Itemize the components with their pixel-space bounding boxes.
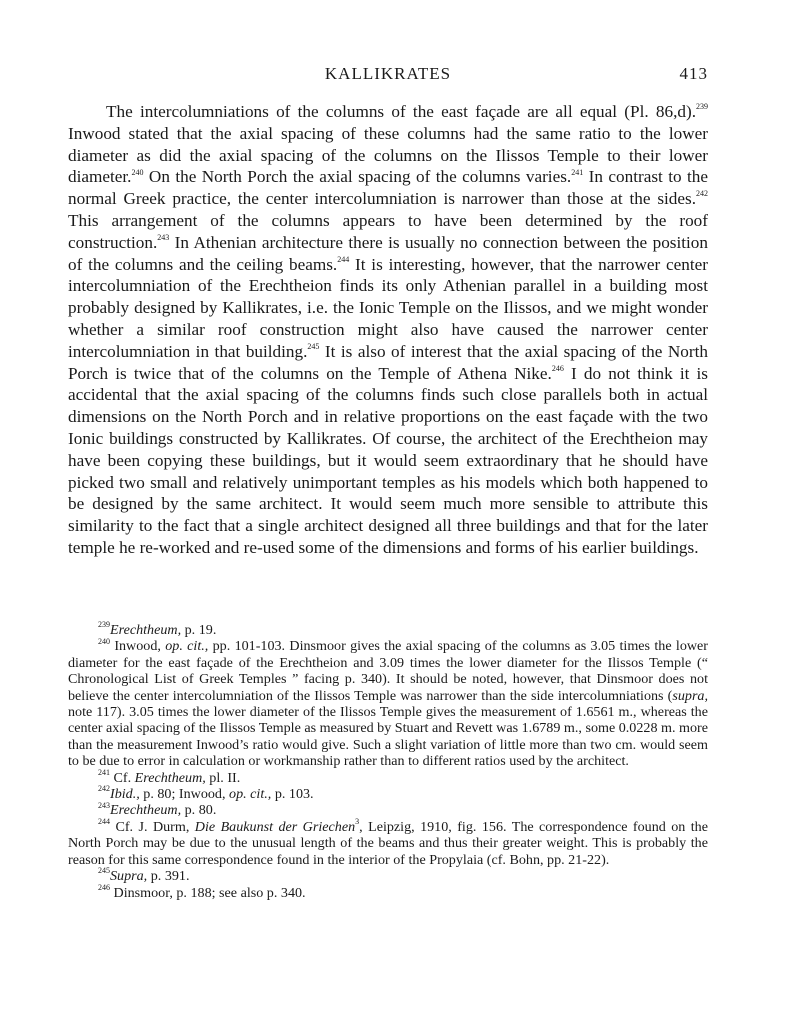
footnote-244 [68,819,708,868]
footnote-title: Die Baukunst der Griechen [194,818,356,835]
footnote-title: Erechtheum, [110,622,182,638]
main-paragraph [68,101,708,559]
footnote-ref-245: 245 [307,342,320,352]
footnote-number: 239 [98,620,110,630]
footnote-number: 242 [98,784,110,794]
paragraph-text: The intercolumniations of the columns of the east façade are all equal (Pl. 86,d). [106,102,696,121]
footnote-text: p. 19. [181,622,217,638]
footnote-number: 240 [98,636,110,646]
footnote-ref-241: 241 [571,167,584,177]
footnote-ref-246: 246 [551,363,564,373]
footnote-number: 246 [98,882,110,892]
footnote-text: Cf. J. Durm, [110,818,195,835]
footnote-text: , Leipzig, 1910, fig. 156. The correspondence found on the North Porch may be due to the unusual length of the beams and thus their greater weight. This is probably the reason for this same correspondence found in the interior of the Propylaia (cf. Bohn, pp. 21-22). [68,818,708,868]
footnote-text: p. 103. [271,786,314,803]
footnote-text: p. 80. [181,802,217,819]
footnote-text: Cf. [110,769,135,786]
footnote-242 [68,786,708,802]
footnote-text: Dinsmoor, p. 188; see also p. 340. [110,884,306,901]
footnote-text: Inwood, [110,638,166,655]
footnote-246 [68,882,708,901]
edition-superscript: 3 [355,817,360,827]
footnote-italic: Supra, [110,868,148,885]
footnote-number: 245 [98,866,110,876]
footnote-245 [68,868,708,884]
footnote-ref-244: 244 [337,254,350,264]
running-header [68,64,708,88]
footnote-ref-239: 239 [696,102,708,112]
footnote-text: p. 391. [147,868,190,885]
footnote-ref-243: 243 [157,233,170,243]
paragraph-text: On the North Porch the axial spacing of the columns varies. [143,167,572,187]
footnote-text: pp. 101-103. Dinsmoor gives the axial spacing of the columns as 3.05 times the lower diameter for the east façade of the Erechtheion and 3.09 times the lower diameter for the Ilissos Temple (“ Chronological List of Greek Temples ” facing p. 340). It should be noted, however, that Dinsmoor does not believe the center intercolumniation of the Ilissos Temple was narrower than the side intercolumniations ( [68,638,708,704]
page-number: 413 [679,64,708,83]
footnote-text: note 117). 3.05 times the lower diameter of the Ilissos Temple gives the measurement of 1.6561 m., whereas the center axial spacing of the Ilissos Temple as measured by Stuart and Revett was 1.6789 m., some 0.0228 m. more than the measurement Inwood’s ratio would give. Such a slight variation of little more than two cm. would seem to be due to error in calculation or workmanship rather than to different ratios used by the architect. [68,704,708,770]
paragraph-text: Inwood stated that the axial spacing of these columns had the same ratio to the lower diameter as did the axial spacing of the columns on the Ilissos Temple to their lower diameter. [68,123,708,187]
paragraph-text: In contrast to the normal Greek practice, the center intercolumniation is narrower than those at the sides. [68,167,709,209]
footnote-title: Erechtheum, [134,769,206,786]
footnote-text: pl. II. [205,769,241,786]
footnote-number: 241 [98,767,110,777]
paragraph-text: This arrangement of the columns appears to have been determined by the roof construction. [68,210,708,252]
footnote-italic: supra, [672,687,708,704]
footnote-title: Erechtheum, [110,802,182,819]
footnote-239 [68,622,708,638]
footnote-text: p. 80; Inwood, [139,786,230,803]
footnote-italic: Ibid., [110,786,140,803]
footnote-italic: op. cit., [165,638,209,655]
footnotes [68,622,708,901]
footnote-italic: op. cit., [229,786,272,803]
footnote-number: 243 [98,800,110,810]
footnote-number: 244 [98,817,110,827]
paragraph-text: It is interesting, however, that the narrower center intercolumniation of the Erechtheion finds its only Athenian parallel in a building most probably designed by Kallikrates, i.e. the Ionic Temple on the Ilissos, and we might wonder whether a similar roof construction might also have caused the narrower center intercolumniation in that building. [68,254,708,361]
footnote-ref-242: 242 [696,189,708,199]
footnote-243 [68,802,708,818]
paragraph-text: In Athenian architecture there is usually no connection between the position of the columns and the ceiling beams. [68,232,708,274]
footnote-ref-240: 240 [131,167,144,177]
paragraph-text: It is also of interest that the axial spacing of the North Porch is twice that of the columns on the Temple of Athena Nike. [68,341,708,383]
footnote-241 [68,767,708,786]
running-title: KALLIKRATES [324,64,452,83]
footnote-240 [68,638,708,769]
paragraph-text: I do not think it is accidental that the axial spacing of the columns finds such close parallels both in actual dimensions on the North Porch and in relative proportions on the east façade with the two Ionic buildings constructed by Kallikrates. Of course, the architect of the Erechtheion may have been copying these buildings, but it would seem extraordinary that he should have picked two small and relatively unimportant temples as his models which both happened to be designed by the same architect. It would seem much more sensible to attribute this similarity to the fact that a single architect designed all three buildings and that for the later temple he re-worked and re-used some of the dimensions and forms of his earlier buildings. [68,363,708,557]
